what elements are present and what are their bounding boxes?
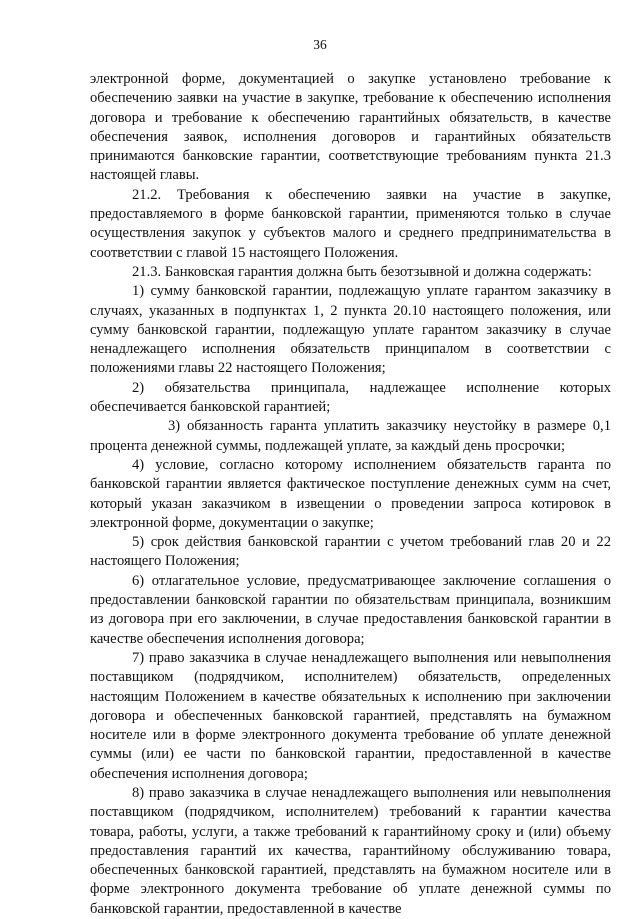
document-body [90, 70, 611, 919]
page-number: 36 [313, 37, 327, 52]
list-item-7: 7) право заказчика в случае ненадлежащего выполнения или невыполнения поставщиком (подрядчиком, исполнителем) обязательств, определенных настоящим Положением в качестве обязательных к исполнению при заключении договора и обеспеченных банковской гарантией, представлять на бумажном носителе или в форме электронного документа требование об уплате денежной суммы (или) ее части по банковской гарантии, предоставленной в качестве обеспечения исполнения договора; [90, 649, 611, 782]
list-item-2: 2) обязательства принципала, надлежащее исполнение которых обеспечивается банковской гарантией; [90, 379, 611, 416]
list-item-1: 1) сумму банковской гарантии, подлежащую уплате гарантом заказчику в случаях, указанных в подпунктах 1, 2 пункта 20.10 настоящего положения, или сумму банковской гарантии, подлежащую уплате гарантом заказчику в случае ненадлежащего исполнения обязательств принципалом в соответствии с положениями главы 22 настоящего Положения; [90, 283, 611, 377]
paragraph-21-3: 21.3. Банковская гарантия должна быть безотзывной и должна содержать: [132, 263, 592, 280]
list-item-4: 4) условие, согласно которому исполнением обязательств гаранта по банковской гарантии является фактическое поступление денежных сумм на счет, который указан заказчиком в извещении о проведении запроса котировок в электронной форме, документации о закупке; [90, 456, 611, 531]
paragraph-21-2: 21.2. Требования к обеспечению заявки на участие в закупке, предоставляемого в форме банковской гарантии, применяются только в случае осуществления закупок у субъектов малого и среднего предпринимательства в соответствии с главой 15 настоящего Положения. [90, 186, 611, 261]
list-item-5: 5) срок действия банковской гарантии с учетом требований глав 20 и 22 настоящего Положения; [90, 534, 611, 570]
list-item-8: 8) право заказчика в случае ненадлежащего выполнения или невыполнения поставщиком (подрядчиком, исполнителем) требований к гарантии качества товара, работы, услуги, а также требований к гарантийному сроку и (или) объему предоставления гарантий их качества, гарантийному обслуживанию товара, обеспеченных банковской гарантией, представлять на бумажном носителе или в форме электронного документа требование об уплате денежной суммы по банковской гарантии, предоставленной в качестве [90, 784, 611, 917]
list-item-6: 6) отлагательное условие, предусматривающее заключение соглашения о предоставлении банковской гарантии по обязательствам принципала, возникшим из договора при его заключении, в случае предоставления банковской гарантии в качестве обеспечения исполнения договора; [90, 572, 611, 647]
paragraph-continuation: электронной форме, документацией о закупке установлено требование к обеспечению заявки на участие в закупке, требование к обеспечению исполнения договора и требование к обеспечению гарантийных обязательств, в качестве обеспечения заявок, исполнения договоров и гарантийных обязательств принимаются банковские гарантии, соответствующие требованиям пункта 21.3 настоящей главы. [90, 71, 611, 184]
list-item-3: 3) обязанность гаранта уплатить заказчику неустойку в размере 0,1 процента денежной суммы, подлежащей уплате, за каждый день просрочки; [90, 418, 611, 454]
